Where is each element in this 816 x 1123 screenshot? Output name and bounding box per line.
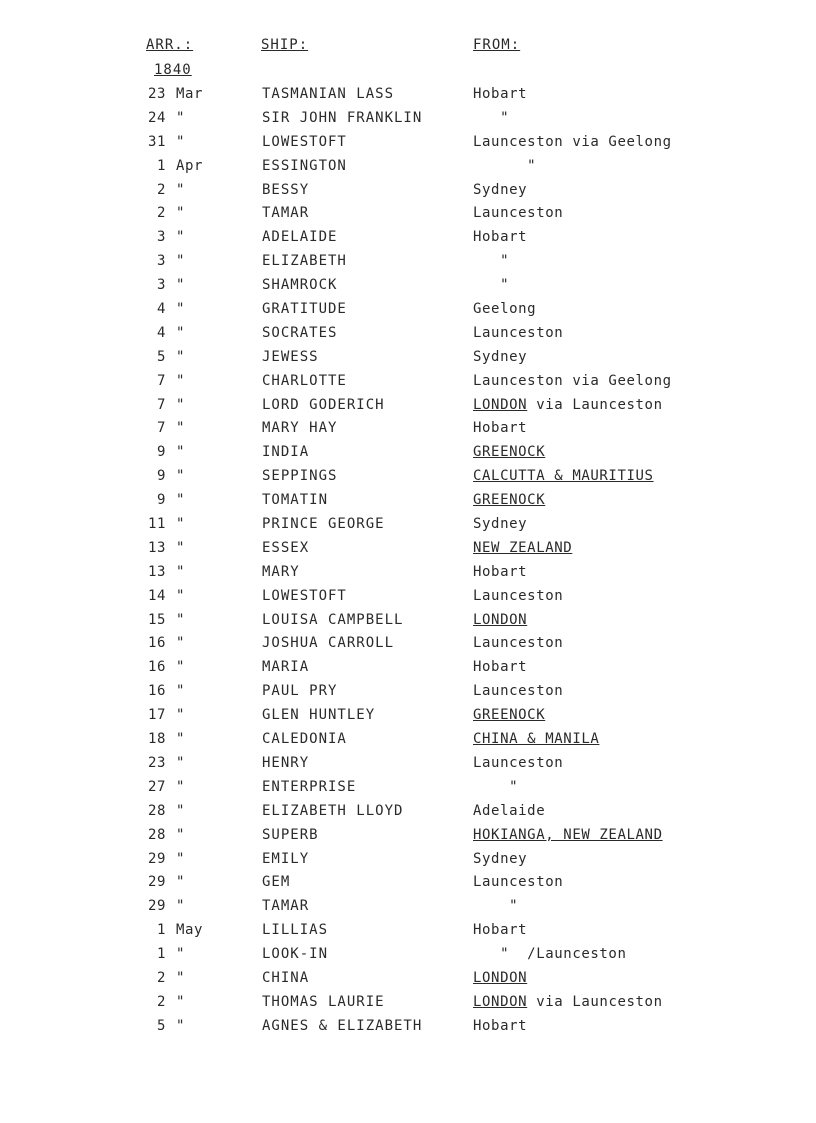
arrival-month: " [176,946,186,963]
arrival-month: Mar [176,86,204,102]
arrival-day: 14 [147,587,166,604]
origin-text: Hobart [473,1017,528,1034]
ship-name: TOMATIN [262,492,329,509]
arrival-day: 4 [156,324,166,341]
origin [473,612,527,628]
arrival-month: May [176,922,204,939]
origin-text: " [473,157,537,174]
ship-name: CHINA [262,969,310,986]
arrival-row [0,158,816,182]
origin-text: " [473,253,510,270]
origin [473,205,563,221]
arrival-day: 29 [147,850,166,867]
arrival-day: 3 [156,253,166,270]
arrival-row [0,301,816,325]
arrival-day: 29 [147,898,166,915]
origin [473,134,672,150]
origin [473,946,627,962]
ship-name: PRINCE GEORGE [262,516,385,533]
ship-name: INDIA [262,444,310,461]
arrival-month: " [176,898,186,915]
arrival-row [0,779,816,803]
arrival-month: " [176,348,186,365]
arrival-row [0,253,816,277]
arrival-month: " [176,109,186,126]
arrival-day: 4 [156,301,166,318]
ship-name: JEWESS [262,348,319,365]
arrival-row [0,325,816,349]
origin [473,970,527,986]
origin-underlined: CHINA & MANILA [473,731,600,748]
ship-name: MARY [262,563,300,580]
origin [473,803,545,819]
ship-name: SOCRATES [262,324,338,341]
arrival-day: 31 [147,133,166,150]
origin [473,397,663,413]
arrival-day: 7 [156,396,166,413]
origin-text: via Launceston [527,993,663,1010]
arrival-month: " [176,563,186,580]
ship-name: MARIA [262,659,310,676]
ship-name: LOOK-IN [262,946,329,963]
origin-underlined: CALCUTTA & MAURITIUS [473,468,654,485]
arrival-row [0,946,816,970]
arrival-month: " [176,754,186,771]
arrival-day: 9 [156,492,166,509]
column-header-ship: SHIP: [261,37,309,53]
ship-name: ELIZABETH [262,253,347,270]
arrival-row [0,659,816,683]
ship-name: HENRY [262,754,310,771]
ship-name: MARY HAY [262,420,338,437]
arrival-row [0,1018,816,1042]
ship-name: LOWESTOFT [262,587,347,604]
arrival-row [0,540,816,564]
arrival-day: 3 [156,277,166,294]
origin-text: Launceston [473,205,564,222]
arrival-day: 5 [156,348,166,365]
ship-name: JOSHUA CARROLL [262,635,395,652]
origin [473,683,563,699]
arrival-month: " [176,993,186,1010]
arrival-month: " [176,874,186,891]
origin [473,922,527,938]
arrival-day: 2 [156,205,166,222]
ship-name: SUPERB [262,826,319,843]
arrival-row [0,827,816,851]
arrival-row [0,444,816,468]
arrival-day: 3 [156,229,166,246]
arrival-day: 15 [147,611,166,628]
arrival-month: " [176,444,186,461]
arrival-month: " [176,659,186,676]
origin-text: Sydney [473,516,528,533]
origin-underlined: GREENOCK [473,707,546,724]
origin [473,349,527,365]
arrival-row [0,182,816,206]
ship-name: ESSINGTON [262,157,347,174]
arrival-day: 27 [147,778,166,795]
arrival-month: " [176,611,186,628]
arrival-month: " [176,324,186,341]
origin [473,253,509,269]
arrival-day: 11 [147,516,166,533]
origin-text: Launceston via Geelong [473,372,672,389]
arrival-day: 9 [156,444,166,461]
arrival-row [0,205,816,229]
arrival-month: " [176,492,186,509]
arrival-day: 18 [147,731,166,748]
arrival-row [0,707,816,731]
arrival-day: 29 [147,874,166,891]
origin-text: via Launceston [527,396,663,413]
origin [473,874,563,890]
ship-name: GEM [262,874,291,891]
arrival-day: 23 [147,754,166,771]
arrival-day: 1 [156,946,166,963]
ship-name: LORD GODERICH [262,396,385,413]
ship-name: LILLIAS [262,922,329,939]
ship-name: GLEN HUNTLEY [262,707,376,724]
ship-name: CALEDONIA [262,731,347,748]
origin-text: Hobart [473,229,528,246]
arrival-day: 2 [156,969,166,986]
arrival-row [0,612,816,636]
arrival-month: " [176,850,186,867]
arrival-day: 17 [147,707,166,724]
ship-name: ADELAIDE [262,229,338,246]
origin-text: Hobart [473,420,528,437]
ship-name: ELIZABETH LLOYD [262,802,404,819]
ship-name: ESSEX [262,539,310,556]
arrival-month: " [176,396,186,413]
arrival-row [0,851,816,875]
origin-text: " [473,277,510,294]
arrival-row [0,898,816,922]
origin-text: " [473,109,510,126]
ship-name: PAUL PRY [262,683,338,700]
origin [473,301,536,317]
arrival-row [0,229,816,253]
origin-text: Launceston via Geelong [473,133,672,150]
arrival-month: " [176,468,186,485]
arrival-month: Apr [176,157,204,174]
ship-name: BESSY [262,181,310,198]
origin-underlined: HOKIANGA, NEW ZEALAND [473,826,663,843]
arrival-month: " [176,133,186,150]
origin-underlined: GREENOCK [473,492,546,509]
origin [473,635,563,651]
origin-text: Launceston [473,587,564,604]
origin [473,851,527,867]
origin-text: Launceston [473,635,564,652]
arrival-month: " [176,181,186,198]
origin-underlined: NEW ZEALAND [473,539,573,556]
arrival-row [0,564,816,588]
origin-text: Launceston [473,683,564,700]
origin-text: Hobart [473,563,528,580]
origin [473,755,563,771]
origin-underlined: LONDON [473,969,528,986]
origin-underlined: LONDON [473,993,528,1010]
origin [473,229,527,245]
origin [473,158,536,174]
arrival-month: " [176,277,186,294]
arrival-month: " [176,969,186,986]
arrival-day: 16 [147,635,166,652]
origin [473,86,527,102]
arrival-day: 28 [147,826,166,843]
arrival-month: " [176,587,186,604]
arrival-month: " [176,778,186,795]
arrivals-list [0,86,816,1042]
origin [473,110,509,126]
arrival-day: 2 [156,993,166,1010]
origin [473,468,654,484]
origin-text: Hobart [473,922,528,939]
arrival-row [0,277,816,301]
year-heading: 1840 [154,62,192,78]
arrival-month: " [176,707,186,724]
arrival-month: " [176,229,186,246]
arrival-month: " [176,539,186,556]
ship-name: THOMAS LAURIE [262,993,385,1010]
arrival-row [0,635,816,659]
origin [473,898,518,914]
ship-name: SEPPINGS [262,468,338,485]
arrival-row [0,970,816,994]
origin-text: Hobart [473,659,528,676]
origin [473,707,545,723]
origin [473,182,527,198]
origin-text: Launceston [473,324,564,341]
arrival-row [0,492,816,516]
origin [473,588,563,604]
origin [473,373,672,389]
ship-name: EMILY [262,850,310,867]
origin-text: Adelaide [473,802,546,819]
origin-text: " /Launceston [473,946,627,963]
arrival-day: 16 [147,659,166,676]
origin-text: Sydney [473,348,528,365]
ship-name: LOWESTOFT [262,133,347,150]
arrival-row [0,420,816,444]
arrival-row [0,803,816,827]
origin [473,325,563,341]
ship-name: LOUISA CAMPBELL [262,611,404,628]
arrival-month: " [176,1017,186,1034]
arrival-month: " [176,205,186,222]
arrival-day: 24 [147,109,166,126]
origin-text: Hobart [473,86,528,102]
arrival-row [0,134,816,158]
arrival-row [0,683,816,707]
origin-text: " [473,778,519,795]
origin [473,827,663,843]
origin [473,1018,527,1034]
origin-text: Launceston [473,754,564,771]
ship-name: CHARLOTTE [262,372,347,389]
origin [473,420,527,436]
ship-name: ENTERPRISE [262,778,357,795]
arrival-month: " [176,826,186,843]
arrival-day: 23 [147,86,166,102]
arrival-day: 7 [156,372,166,389]
arrival-row [0,922,816,946]
origin [473,492,545,508]
arrival-day: 13 [147,563,166,580]
arrival-month: " [176,516,186,533]
ship-name: AGNES & ELIZABETH [262,1017,423,1034]
arrival-month: " [176,301,186,318]
arrival-month: " [176,253,186,270]
arrival-day: 5 [156,1017,166,1034]
arrival-day: 1 [156,922,166,939]
arrival-row [0,755,816,779]
arrival-day: 16 [147,683,166,700]
arrival-day: 1 [156,157,166,174]
arrival-day: 28 [147,802,166,819]
ship-name: SIR JOHN FRANKLIN [262,109,423,126]
origin [473,564,527,580]
arrival-row [0,349,816,373]
origin [473,540,572,556]
arrival-day: 9 [156,468,166,485]
origin-text: Sydney [473,850,528,867]
ship-name: TASMANIAN LASS [262,86,395,102]
arrival-day: 13 [147,539,166,556]
origin-text: Launceston [473,874,564,891]
origin-underlined: LONDON [473,611,528,628]
arrival-row [0,373,816,397]
arrival-day: 2 [156,181,166,198]
arrival-row [0,588,816,612]
origin [473,779,518,795]
origin [473,444,545,460]
arrival-row [0,994,816,1018]
arrival-row [0,110,816,134]
arrival-month: " [176,731,186,748]
arrival-row [0,397,816,421]
arrival-month: " [176,635,186,652]
ship-name: TAMAR [262,898,310,915]
column-header-from: FROM: [473,37,521,53]
origin-underlined: LONDON [473,396,528,413]
origin-text: Geelong [473,301,537,318]
arrival-month: " [176,420,186,437]
arrival-day: 7 [156,420,166,437]
origin-text: Sydney [473,181,528,198]
origin-text: " [473,898,519,915]
origin [473,994,663,1010]
origin-underlined: GREENOCK [473,444,546,461]
arrival-row [0,731,816,755]
ship-name: SHAMROCK [262,277,338,294]
arrival-row [0,468,816,492]
arrival-month: " [176,372,186,389]
arrival-month: " [176,802,186,819]
ship-name: GRATITUDE [262,301,347,318]
column-header-arrival: ARR.: [146,37,194,53]
origin [473,277,509,293]
ship-name: TAMAR [262,205,310,222]
origin [473,731,599,747]
arrival-month: " [176,683,186,700]
arrival-row [0,516,816,540]
arrival-row [0,874,816,898]
origin [473,516,527,532]
origin [473,659,527,675]
arrival-row [0,86,816,110]
